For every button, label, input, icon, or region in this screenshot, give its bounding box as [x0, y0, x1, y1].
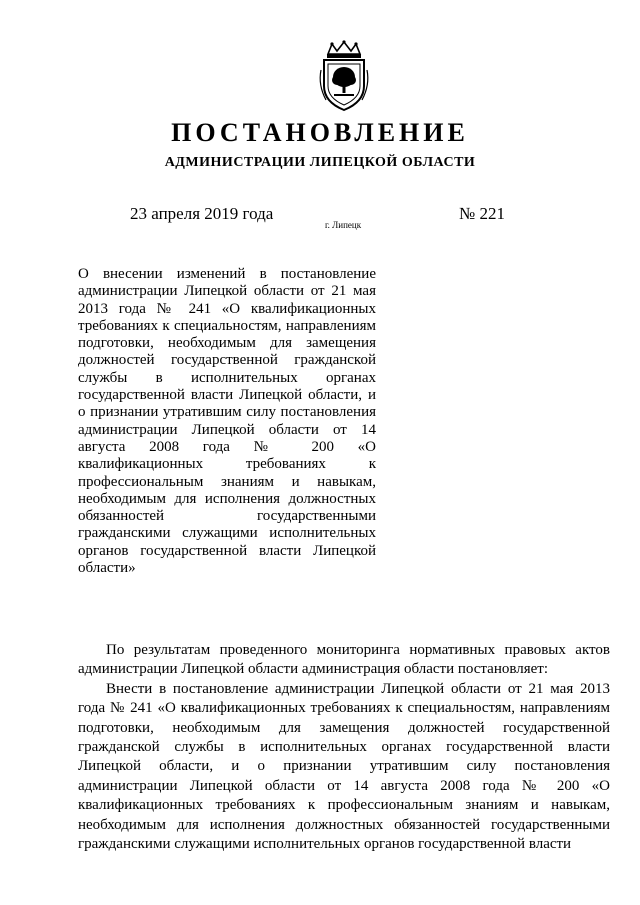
issuing-authority: АДМИНИСТРАЦИИ ЛИПЕЦКОЙ ОБЛАСТИ [164, 155, 476, 170]
body-paragraph: По результатам проведенного мониторинга нормативных правовых актов администрации Липецкой области администрация области постановляет: [78, 642, 610, 678]
document-city: г. Липецк [325, 220, 362, 230]
body-paragraph: Внести в постановление администрации Липецкой области от 21 мая 2013 года № 241 «О квалификационных требованиях к специальностям, направлениям подготовки, необходимым для замещения должностей государственной гражданской службы в исполнительных органах государственной власти Липецкой области, и о признании утратившим силу постановления администрации Липецкой области от 14 августа 2008 года № 200 «О квалификационных требованиях к профессиональным знаниям и навыкам, необходимым для исполнения должностных обязанностей государственными гражданскими служащими исполнительных органов государственной власти [78, 680, 610, 853]
document-body [78, 641, 610, 854]
document-title: ПОСТАНОВЛЕНИЕ [171, 118, 469, 147]
coat-of-arms-icon [316, 40, 372, 112]
document-number: № 221 [459, 204, 505, 223]
document-date: 23 апреля 2019 года [130, 204, 274, 223]
document-heading: О внесении изменений в постановление администрации Липецкой области от 21 мая 2013 года № 241 «О квалификационных требованиях к специальностям, направлениям подготовки, необходимым для замещения должностей государственной гражданской службы в исполнительных органах государственной власти Липецкой области, и о признании утратившим силу постановления администрации Липецкой области от 14 августа 2008 года № 200 «О квалификационных требованиях к профессиональным знаниям и навыкам, необходимым для исполнения должностных обязанностей государственными гражданскими служащими исполнительных органов государственной власти Липецкой области» [78, 266, 376, 577]
